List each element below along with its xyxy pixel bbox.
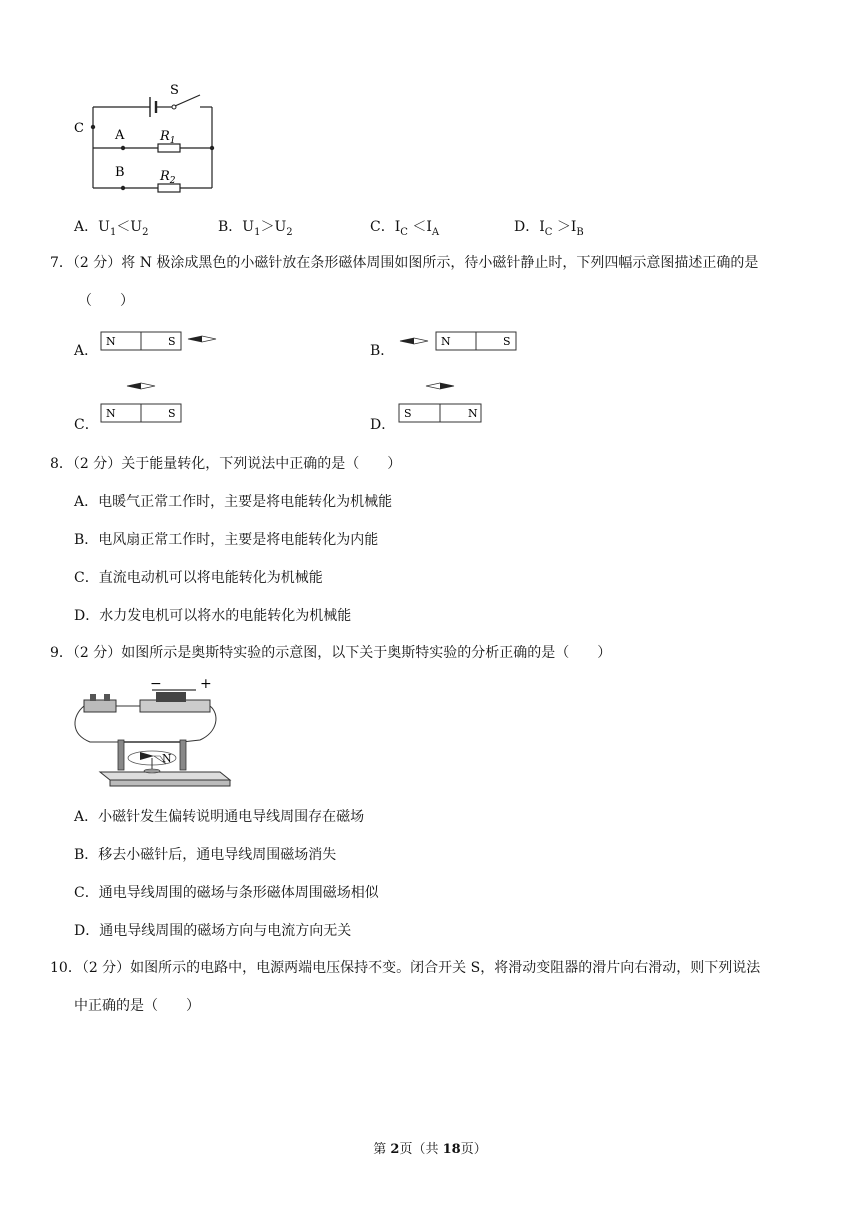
q8-option-c[interactable]: C．直流电动机可以将电能转化为机械能 <box>74 570 323 586</box>
r2-label: R <box>160 169 170 184</box>
q6-option-b[interactable]: B．$U_1>U_2$ <box>218 219 293 238</box>
q9-oersted-figure <box>70 676 250 788</box>
q10-text-line1: 10．（2 分）如图所示的电路中，电源两端电压保持不变。闭合开关 S，将滑动变阻器的滑片向右滑动，则下列说法 <box>50 960 761 976</box>
q9-option-c[interactable]: C．通电导线周围的磁场与条形磁体周围磁场相似 <box>74 885 379 901</box>
switch-label: S <box>170 83 179 98</box>
q7-option-d[interactable]: D． <box>370 417 396 433</box>
q7-text: 7．（2 分）将 N 极涂成黑色的小磁针放在条形磁体周围如图所示，待小磁针静止时，下列四幅示意图描述正确的是 <box>50 255 759 271</box>
q8-option-a[interactable]: A．电暖气正常工作时，主要是将电能转化为机械能 <box>74 494 393 510</box>
bar-c-right-pole: S <box>168 407 176 420</box>
q7-option-b[interactable]: B． <box>370 343 395 359</box>
needle-n-label: N <box>162 752 172 765</box>
q7-figure-d <box>398 378 488 426</box>
bar-c-left-pole: N <box>106 407 116 420</box>
q6-option-a[interactable]: A．$U_1<U_2$ <box>74 219 149 238</box>
q8-option-b[interactable]: B．电风扇正常工作时，主要是将电能转化为内能 <box>74 532 379 548</box>
svg-text:R2 <box>159 169 176 186</box>
q7-option-c[interactable]: C． <box>74 417 99 433</box>
q10-text-line2: 中正确的是（ ） <box>74 998 200 1014</box>
bar-a-left-pole: N <box>106 335 116 348</box>
node-c-label: C <box>74 121 84 136</box>
terminal-plus: + <box>200 676 212 692</box>
q7-paren: （ ） <box>78 293 134 309</box>
bar-b-left-pole: N <box>441 335 451 348</box>
total-pages: 18 <box>442 1142 461 1157</box>
node-a-label: A <box>115 128 125 143</box>
current-page: 2 <box>390 1142 400 1157</box>
bar-b-right-pole: S <box>503 335 511 348</box>
q9-option-b[interactable]: B．移去小磁针后，通电导线周围磁场消失 <box>74 847 337 863</box>
r1-sub: 1 <box>169 136 176 146</box>
r1-label: R <box>160 129 170 144</box>
node-b-label: B <box>115 165 125 180</box>
terminal-minus: − <box>150 676 162 692</box>
q7-figure-b <box>396 330 521 354</box>
q6-circuit-diagram <box>70 80 230 195</box>
bar-d-right-pole: N <box>468 407 478 420</box>
r2-sub: 2 <box>169 176 176 186</box>
q9-text: 9．（2 分）如图所示是奥斯特实验的示意图，以下关于奥斯特实验的分析正确的是（ ） <box>50 645 612 661</box>
q6-option-d[interactable]: D．$I_C >I_B$ <box>514 219 584 238</box>
q8-option-d[interactable]: D．水力发电机可以将水的电能转化为机械能 <box>74 608 352 624</box>
bar-d-left-pole: S <box>404 407 412 420</box>
q7-option-a[interactable]: A． <box>74 343 99 359</box>
q9-option-a[interactable]: A．小磁针发生偏转说明通电导线周围存在磁场 <box>74 809 365 825</box>
q7-figure-a <box>100 330 220 354</box>
q7-figure-c <box>100 378 190 426</box>
q8-text: 8．（2 分）关于能量转化，下列说法中正确的是（ ） <box>50 456 402 472</box>
page-footer: 第 2页（共 18页） <box>373 1142 487 1157</box>
q9-option-d[interactable]: D．通电导线周围的磁场方向与电流方向无关 <box>74 923 352 939</box>
bar-a-right-pole: S <box>168 335 176 348</box>
q6-option-c[interactable]: C．$I_C <I_A$ <box>370 219 440 238</box>
svg-text:R1 <box>159 129 176 146</box>
